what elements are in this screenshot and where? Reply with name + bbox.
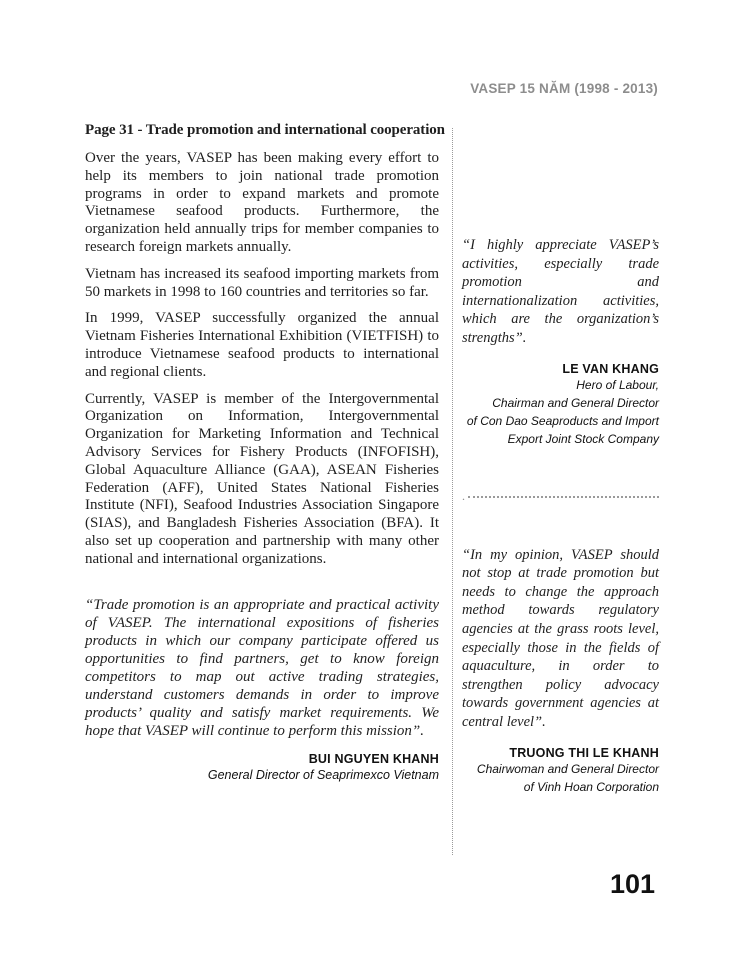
quote-author-role: General Director of Seaprimexco Vietnam <box>207 767 439 782</box>
sidebar-author-2-role-1: Chairwoman and General Director <box>476 761 659 776</box>
quote-author-name: BUI NGUYEN KHANH <box>308 751 439 766</box>
sidebar-quote-1: “I highly appreciate VASEP’s activities, especially trade promotion and internationalization activities, which are the organization’s strengths”. <box>462 237 659 346</box>
sidebar-author-1-role-1: Hero of Labour, <box>576 377 659 392</box>
paragraph-1: Over the years, VASEP has been making every effort to help its members to join national trade promotion programs in order to expand markets and promote Vietnamese seafood products. Furthermore, the organization held annually trips for member companies to research foreign markets annually. <box>85 150 439 255</box>
sidebar-author-1-role-3: of Con Dao Seaproducts and Import <box>466 413 659 428</box>
page-number: 101 <box>609 869 655 899</box>
column-divider <box>452 128 453 855</box>
sidebar-quote-2-attribution <box>462 746 659 796</box>
sidebar-quote-2: “In my opinion, VASEP should not stop at trade promotion but needs to change the approach method towards regulatory agencies at the grass roots level, especially those in the fields of aquaculture, in order to strengthen policy advocacy towards government agencies at central level”. <box>462 546 659 730</box>
paragraph-3: In 1999, VASEP successfully organized the annual Vietnam Fisheries International Exhibition (VIETFISH) to introduce Vietnamese seafood products to international and regional clients. <box>85 310 439 380</box>
main-column <box>85 122 445 784</box>
article-title: Page 31 - Trade promotion and international cooperation <box>85 122 445 138</box>
sidebar-author-2-role-2: of Vinh Hoan Corporation <box>523 779 659 794</box>
sidebar-column <box>462 236 659 796</box>
sidebar-quote-1-attribution <box>462 362 659 448</box>
main-quote-attribution <box>85 752 439 784</box>
edition-header: VASEP 15 NĂM (1998 - 2013) <box>470 81 658 96</box>
paragraph-4: Currently, VASEP is member of the Intergovernmental Organization on Information, Intergovernmental Organization for Marketing Information and Technical Advisory Services for Fishery Products (INFOFISH), Global Aquaculture Alliance (GAA), ASEAN Fisheries Federation (AFF), United States National Fisheries Institute (NFI), Seafood Industries Association Singapore (SIAS), and Bangladesh Fisheries Association (BFA). It also set up cooperation and partnership with many other national and international organizations. <box>85 390 439 567</box>
sidebar-author-2-name: TRUONG THI LE KHANH <box>509 745 659 760</box>
sidebar-author-1-role-4: Export Joint Stock Company <box>507 431 659 446</box>
dotted-separator <box>462 488 659 503</box>
paragraph-2: Vietnam has increased its seafood importing markets from 50 markets in 1998 to 160 countries and territories so far. <box>85 265 439 300</box>
sidebar-author-1-role-2: Chairman and General Director <box>492 395 659 410</box>
separator-line <box>468 496 659 498</box>
separator-period: . <box>462 488 465 503</box>
sidebar-author-1-name: LE VAN KHANG <box>562 361 659 376</box>
main-quote: “Trade promotion is an appropriate and practical activity of VASEP. The international expositions of fisheries products in which our company participate offered us opportunities to find partners, get to know foreign competitors to map out active trading strategies, understand customers demands in order to improve products’ quality and satisfy market requirements. We hope that VASEP will continue to perform this mission”. <box>85 596 439 739</box>
